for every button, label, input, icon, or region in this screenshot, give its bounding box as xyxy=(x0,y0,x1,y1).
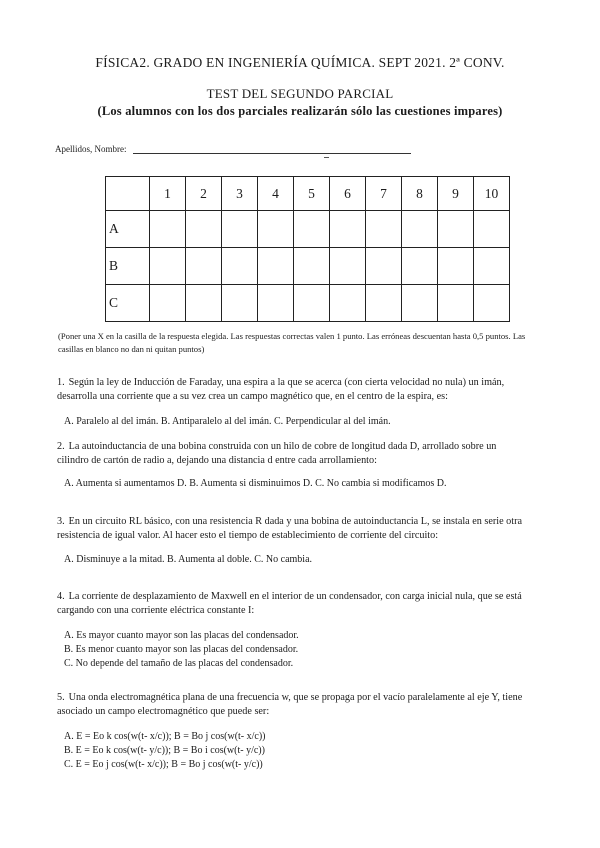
answer-cell[interactable] xyxy=(222,248,258,285)
col-header: 8 xyxy=(402,177,438,211)
instructions-heading: (Los alumnos con los dos parciales realizarán sólo las cuestiones impares) xyxy=(97,104,503,118)
col-header: 7 xyxy=(366,177,402,211)
question-text: La autoinductancia de una bobina construida con un hilo de cobre de longitud dada D, arrollado sobre un cilindro de cartón de radio a, dejando una distancia d entre cada arrollamiento: xyxy=(57,441,497,466)
question-3-options xyxy=(64,553,534,567)
col-header: 2 xyxy=(186,177,222,211)
name-field[interactable] xyxy=(133,153,411,154)
row-label: C xyxy=(106,285,150,322)
answer-cell[interactable] xyxy=(402,248,438,285)
question-5-options xyxy=(64,730,534,772)
answer-cell[interactable] xyxy=(222,211,258,248)
answer-cell[interactable] xyxy=(258,285,294,322)
option-line: A. Es mayor cuanto mayor son las placas del condensador. xyxy=(64,630,299,641)
answer-cell[interactable] xyxy=(366,285,402,322)
question-number: 1. xyxy=(57,377,65,388)
answer-cell[interactable] xyxy=(294,285,330,322)
col-header: 1 xyxy=(150,177,186,211)
answer-cell[interactable] xyxy=(366,248,402,285)
answer-cell[interactable] xyxy=(330,211,366,248)
question-text: La corriente de desplazamiento de Maxwell en el interior de un condensador, con carga inicial nula, que se está cargando con una corriente eléctrica constante I: xyxy=(57,591,522,616)
answer-row-b xyxy=(106,248,510,285)
grading-note: (Poner una X en la casilla de la respuesta elegida. Las respuestas correctas valen 1 punto. Las erróneas descuentan hasta 0,5 puntos. Las casillas en blanco no dan ni quitan puntos) xyxy=(58,331,526,354)
test-subtitle: TEST DEL SEGUNDO PARCIAL xyxy=(206,86,394,101)
name-label: Apellidos, Nombre: xyxy=(55,144,127,154)
answer-cell[interactable] xyxy=(474,248,510,285)
option-line: A. E = Eo k cos(w(t- x/c)); B = Bo j cos(w(t- x/c)) xyxy=(64,731,266,742)
answer-cell[interactable] xyxy=(474,211,510,248)
option-line: B. Es menor cuanto mayor son las placas del condensador. xyxy=(64,644,299,655)
answer-cell[interactable] xyxy=(366,211,402,248)
answer-cell[interactable] xyxy=(402,211,438,248)
answer-cell[interactable] xyxy=(438,248,474,285)
option-line: C. E = Eo j cos(w(t- x/c)); B = Bo j cos(w(t- y/c)) xyxy=(64,759,263,770)
question-number: 5. xyxy=(57,692,65,703)
answer-grid-corner xyxy=(106,177,150,211)
option-line: C. No depende del tamaño de las placas del condensador. xyxy=(64,658,294,669)
question-1-options xyxy=(64,415,534,429)
answer-cell[interactable] xyxy=(186,211,222,248)
answer-cell[interactable] xyxy=(258,248,294,285)
answer-cell[interactable] xyxy=(438,285,474,322)
answer-cell[interactable] xyxy=(402,285,438,322)
answer-cell[interactable] xyxy=(330,285,366,322)
option-line: A. Aumenta si aumentamos D. B. Aumenta si disminuimos D. C. No cambia si modificamos D. xyxy=(64,478,447,489)
scan-mark xyxy=(324,157,329,158)
question-number: 2. xyxy=(57,441,65,452)
option-line: B. E = Eo k cos(w(t- y/c)); B = Bo i cos(w(t- y/c)) xyxy=(64,745,265,756)
exam-title: FÍSICA2. GRADO EN INGENIERÍA QUÍMICA. SEPT 2021. 2ª CONV. xyxy=(95,55,505,70)
col-header: 10 xyxy=(474,177,510,211)
answer-cell[interactable] xyxy=(438,211,474,248)
option-line: A. Paralelo al del imán. B. Antiparalelo al del imán. C. Perpendicular al del imán. xyxy=(64,416,391,427)
answer-cell[interactable] xyxy=(150,285,186,322)
col-header: 4 xyxy=(258,177,294,211)
col-header: 6 xyxy=(330,177,366,211)
answer-cell[interactable] xyxy=(294,248,330,285)
answer-cell[interactable] xyxy=(222,285,258,322)
answer-cell[interactable] xyxy=(186,285,222,322)
answer-cell[interactable] xyxy=(474,285,510,322)
question-4 xyxy=(57,590,527,618)
question-2-options xyxy=(64,477,534,491)
answer-grid xyxy=(105,176,510,322)
question-text: Según la ley de Inducción de Faraday, una espira a la que se acerca (con cierta velocidad no nula) un imán, desarrolla una corriente que a su vez crea un campo magnético que, en el centro de la espira, es: xyxy=(57,377,505,402)
answer-row-a xyxy=(106,211,510,248)
question-1 xyxy=(57,376,527,404)
col-header: 5 xyxy=(294,177,330,211)
answer-cell[interactable] xyxy=(150,248,186,285)
answer-row-c xyxy=(106,285,510,322)
question-number: 3. xyxy=(57,516,65,527)
question-4-options xyxy=(64,629,534,671)
answer-cell[interactable] xyxy=(294,211,330,248)
row-label: B xyxy=(106,248,150,285)
answer-cell[interactable] xyxy=(150,211,186,248)
question-5 xyxy=(57,691,527,719)
question-3 xyxy=(57,515,527,543)
answer-cell[interactable] xyxy=(258,211,294,248)
question-2 xyxy=(57,440,527,468)
col-header: 9 xyxy=(438,177,474,211)
row-label: A xyxy=(106,211,150,248)
answer-cell[interactable] xyxy=(330,248,366,285)
question-text: Una onda electromagnética plana de una frecuencia w, que se propaga por el vacío paralelamente al eje Y, tiene asociado un campo electromagnético que puede ser: xyxy=(57,692,523,717)
question-text: En un circuito RL básico, con una resistencia R dada y una bobina de autoinductancia L, se instala en serie otra resistencia de igual valor. Al hacer esto el tiempo de establecimiento de corriente del circuito: xyxy=(57,516,523,541)
question-number: 4. xyxy=(57,591,65,602)
col-header: 3 xyxy=(222,177,258,211)
answer-cell[interactable] xyxy=(186,248,222,285)
option-line: A. Disminuye a la mitad. B. Aumenta al doble. C. No cambia. xyxy=(64,554,313,565)
answer-grid-header-row xyxy=(106,177,510,211)
